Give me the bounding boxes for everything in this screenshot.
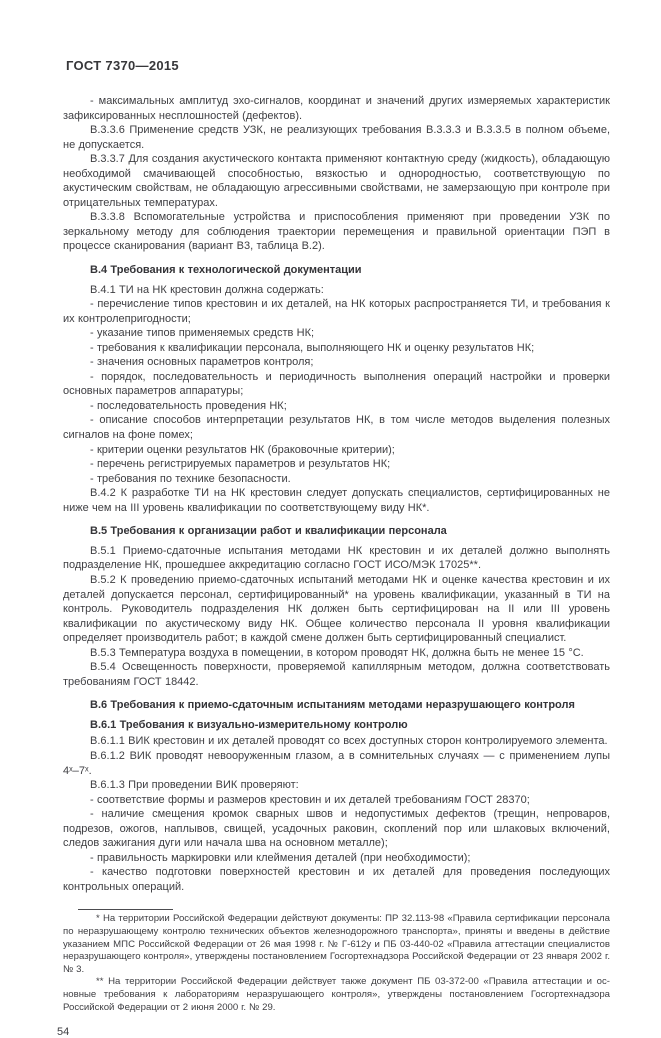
body-paragraph: В.5.2 К проведению приемо-сдаточных испытаний методами НК и оценке качества крестовин и их деталей допускается персонал, сертифицированный* на уровень квалификации, указанный в ТИ на контроль. Руководитель подразделения НК должен быть сертифицирован на II или III уровень квалификации по акустическому виду НК. Общее количество персонала II уровня квалификации определяет производитель работ; в каждой смене должен быть сертифицированный специалист. <box>63 573 610 645</box>
body-paragraph: В.3.3.7 Для создания акустического контакта применяют контактную среду (жидкость), обладающую необходимой смачивающей способностью, вязкостью и однородностью, соответствующую по акустическим свойствам, не обладающую агрессивными свойствами, не замерзающую при контроле при отрицательных температурах. <box>63 153 610 209</box>
list-item: - наличие смещения кромок сварных швов и недопустимых дефектов (трещин, непроваров, подрезов, ожогов, наплывов, свищей, усадочных раковин, скоплений пор или шлаковых включений, следов зажигания дуги или начала шва на основном металле); <box>63 808 610 850</box>
body-paragraph: В.4.2 К разработке ТИ на НК крестовин следует допускать специалистов, сертифицированных не ниже чем на III уровень квалификации по соответствующему виду НК*. <box>63 487 610 514</box>
list-item: - правильность маркировки или клеймения деталей (при необходимости); <box>90 851 471 864</box>
list-item: - описание способов интерпретации результатов НК, в том числе методов выделения полезных сигналов на фоне помех; <box>63 414 610 442</box>
body-paragraph: В.5.1 Приемо-сдаточные испытания методами НК крестовин и их деталей должно выполнять подразделение НК, прошедшее аккредитацию согласно ГОСТ ИСО/МЭК 17025**. <box>63 544 610 572</box>
list-item: - указание типов применяемых средств НК; <box>90 327 315 340</box>
section-heading-b6-1: В.6.1 Требования к визуально-измерительному контролю <box>90 718 408 731</box>
footnote: * На территории Российской Федерации действуют документы: ПР 32.113-98 «Правила сертификации персонала по неразрушающему контролю технических объектов железнодорожного транспорта», приняты и введены в действие указанием МПС Российской Федерации от 26 мая 1998 г. № Г-612у и ПБ 03-440-02 «Правила аттестации специалистов неразрушающего контроля», утверждены постановлением Госгортехнадзора Российской Федерации от 23 января 2002 г. № 3. <box>63 913 610 975</box>
body-paragraph: В.3.3.8 Вспомогательные устройства и приспособления применяют при проведении УЗК по зеркальному методу для соблюдения траектории перемещения и правильной ориентации ПЭП в процессе сканирования (вариант В3, таблица В.2). <box>63 211 610 253</box>
list-item: - последовательность проведения НК; <box>90 399 287 412</box>
list-item: - требования по технике безопасности. <box>90 472 291 485</box>
list-item: - перечисление типов крестовин и их деталей, на НК которых распространяется ТИ, и требования к их контролепригодности; <box>63 298 610 325</box>
footnote-separator <box>78 909 173 910</box>
list-item: - требования к квалификации персонала, выполняющего НК и оценку результатов НК; <box>90 341 535 354</box>
list-item: - значения основных параметров контроля; <box>90 356 314 369</box>
list-item: - порядок, последовательность и периодичность выполнения операций настройки и проверки основных параметров аппаратуры; <box>63 370 610 398</box>
gost-header: ГОСТ 7370—2015 <box>66 58 179 73</box>
list-item: - соответствие формы и размеров крестовин и их деталей требованиям ГОСТ 28370; <box>90 793 530 806</box>
body-paragraph: В.4.1 ТИ на НК крестовин должна содержать: <box>90 283 324 296</box>
section-heading-b6: В.6 Требования к приемо-сдаточным испытаниям методами неразрушающего контроля <box>90 699 575 712</box>
body-paragraph: В.5.4 Освещенность поверхности, проверяемой капиллярным методом, должна соответствовать требованиям ГОСТ 18442. <box>63 661 610 688</box>
body-paragraph: В.6.1.1 ВИК крестовин и их деталей проводят со всех доступных сторон контролируемого элемента. <box>90 735 608 748</box>
page-number: 54 <box>57 1026 70 1038</box>
list-item: - качество подготовки поверхностей крестовин и их деталей для проведения последующих контрольных операций. <box>63 866 610 893</box>
section-heading-b4: В.4 Требования к технологической документации <box>90 264 362 277</box>
list-item: - критерии оценки результатов НК (браковочные критерии); <box>90 443 395 456</box>
body-paragraph: В.3.3.6 Применение средств УЗК, не реализующих требования В.3.3.3 и В.3.3.5 в полном объеме, не допускается. <box>63 124 610 151</box>
list-item: - перечень регистрируемых параметров и результатов НК; <box>90 458 391 471</box>
footnote: ** На территории Российской Федерации действует также документ ПБ 03-372-00 «Правила аттестации и основные требования к лабораториям неразрушающего контроля», утверждены постановлением Госгортехнадзора Российской Федерации от 2 июня 2000 г. № 29. <box>63 976 610 1013</box>
body-paragraph: В.5.3 Температура воздуха в помещении, в котором проводят НК, должна быть не менее 15 °С. <box>90 646 584 659</box>
body-paragraph: - максимальных амплитуд эхо-сигналов, координат и значений других измеряемых характеристик зафиксированных несплошностей (дефектов). <box>63 95 610 122</box>
body-paragraph: В.6.1.3 При проведении ВИК проверяют: <box>90 779 299 792</box>
section-heading-b5: В.5 Требования к организации работ и квалификации персонала <box>90 525 447 538</box>
body-paragraph: В.6.1.2 ВИК проводят невооруженным глазом, а в сомнительных случаях — с применением лупы 4ˣ–7ˣ. <box>63 749 610 777</box>
